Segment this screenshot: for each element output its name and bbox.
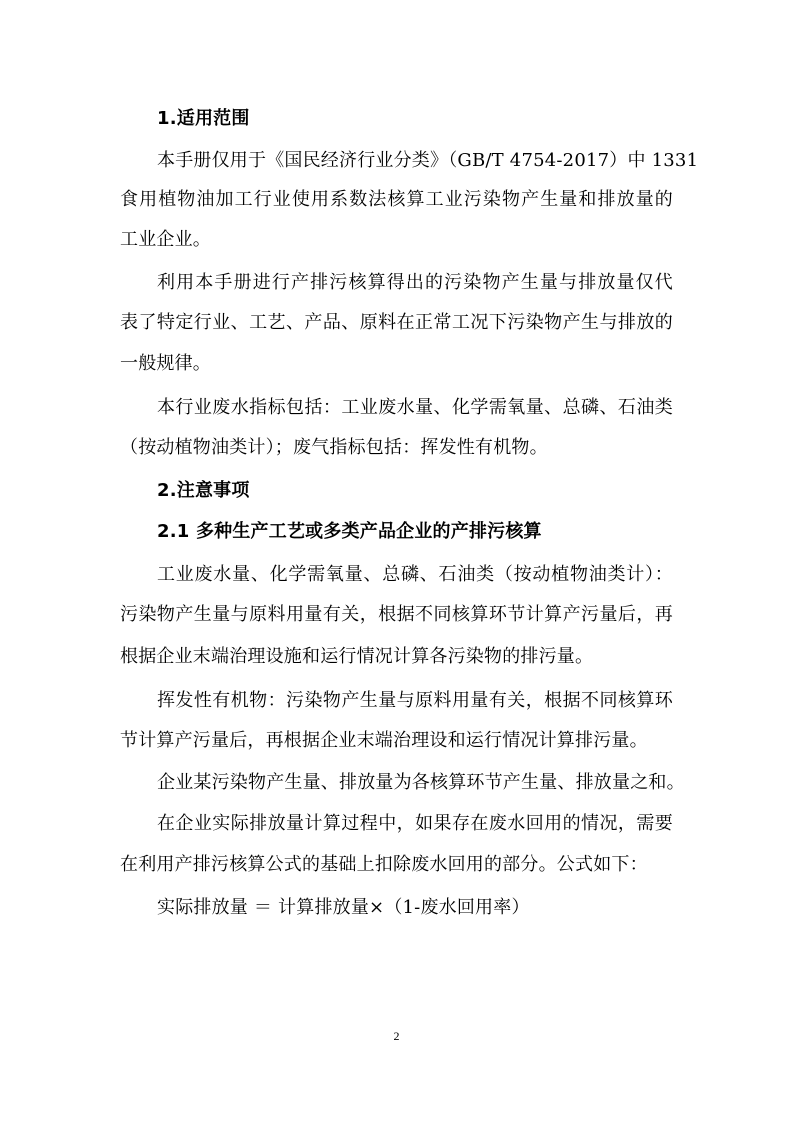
- paragraph-line: 食用植物油加工行业使用系数法核算工业污染物产生量和排放量的: [120, 189, 673, 210]
- section-heading-scope: 1.适用范围: [157, 108, 250, 129]
- paragraph-line: 表了特定行业、工艺、产品、原料在正常工况下污染物产生与排放的: [120, 312, 673, 333]
- subsection-heading: 2.1 多种生产工艺或多类产品企业的产排污核算: [157, 521, 542, 542]
- section-heading-notes: 2.注意事项: [157, 480, 250, 501]
- paragraph-line: 节计算产污量后，再根据企业末端治理设和运行情况计算排污量。: [120, 730, 648, 751]
- paragraph-line: 本行业废水指标包括：工业废水量、化学需氧量、总磷、石油类: [157, 397, 673, 418]
- paragraph-line: 一般规律。: [120, 353, 211, 374]
- paragraph-line: 污染物产生量与原料用量有关，根据不同核算环节计算产污量后，再: [120, 604, 673, 625]
- paragraph-line: 挥发性有机物：污染物产生量与原料用量有关，根据不同核算环: [157, 690, 673, 711]
- paragraph-line: 利用本手册进行产排污核算得出的污染物产生量与排放量仅代: [157, 272, 673, 293]
- paragraph-line: （按动植物油类计）；废气指标包括：挥发性有机物。: [120, 437, 548, 458]
- paragraph-line: 工业企业。: [120, 229, 211, 250]
- paragraph-line: 根据企业末端治理设施和运行情况计算各污染物的排污量。: [120, 646, 594, 667]
- paragraph-line: 在企业实际排放量计算过程中，如果存在废水回用的情况，需要: [157, 813, 673, 834]
- formula-line: 实际排放量 ＝ 计算排放量×（1-废水回用率）: [157, 897, 530, 918]
- paragraph-line: 企业某污染物产生量、排放量为各核算环节产生量、排放量之和。: [157, 772, 685, 793]
- paragraph-line: 工业废水量、化学需氧量、总磷、石油类（按动植物油类计）：: [157, 564, 673, 585]
- paragraph-line: 在利用产排污核算公式的基础上扣除废水回用的部分。公式如下：: [120, 854, 648, 875]
- page-number: 2: [393, 1029, 400, 1043]
- paragraph-line: 本手册仅用于《国民经济行业分类》（GB/T 4754-2017）中 1331: [157, 150, 699, 171]
